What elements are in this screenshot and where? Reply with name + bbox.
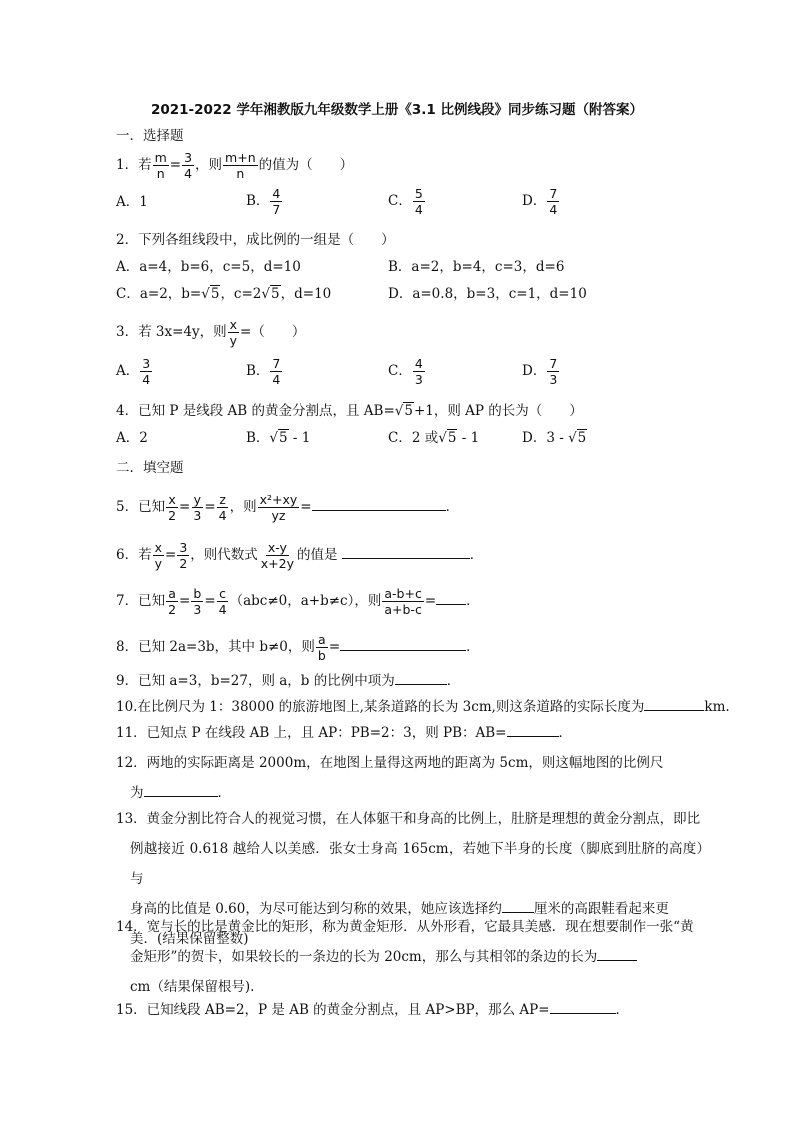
question-8: 8．已知 2a=3b，其中 b≠0，则 $\frac{a}{b}$ = ．: [116, 632, 480, 663]
q2-option-c: C．a=2，b=√5，c=2√5，d=10: [116, 286, 332, 302]
page-title: 2021-2022 学年湘教版九年级数学上册《3.1 比例线段》同步练习题（附答案）: [150, 102, 644, 118]
question-9: 9．已知 a=3，b=27，则 a，b 的比例中项为 ．: [116, 670, 460, 691]
q1-option-a: A．1: [116, 194, 148, 210]
question-10: 10.在比例尺为 1：38000 的旅游地图上,某条道路的长为 3cm,则这条道路的实际长度为 km.: [116, 696, 730, 717]
q2-option-b: B．a=2，b=4，c=3，d=6: [388, 259, 565, 275]
q1-prefix: 1．若: [116, 157, 152, 173]
q2-option-d: D．a=0.8，b=3，c=1，d=10: [388, 286, 587, 302]
q1-option-d: D． $\frac{7}{4}$: [522, 186, 558, 217]
question-11: 11．已知点 P 在线段 AB 上，且 AP：PB=2：3，则 PB：AB= ．: [116, 722, 572, 743]
question-14: 14．宽与长的比是黄金比的矩形，称为黄金矩形．从外形看，它最具美感．现在想要制作一张“黄 金矩形”的贺卡，如果较长的一条边的长为 20cm，那么与其相邻的条边的长为 cm（结果保留根号).: [116, 919, 694, 995]
answer-blank[interactable]: [340, 636, 466, 651]
answer-blank[interactable]: [550, 999, 616, 1014]
q4-option-d: D．3 - √5: [522, 430, 587, 446]
question-6: 6．若 $\frac{x}{y}$ = $\frac{3}{2}$ ，则代数式 $\frac{x-y}{x+2y}$ 的值是 ．: [116, 540, 484, 571]
question-3: 3．若 3x=4y，则 $\frac{x}{y}$ =（ ）: [116, 317, 306, 348]
q1-option-b: B． $\frac{4}{7}$: [246, 186, 281, 217]
q1-option-c: C． $\frac{5}{4}$: [388, 186, 423, 217]
fraction: $\frac{3}{4}$: [184, 150, 193, 181]
section-fill-heading: 二．填空题: [116, 460, 184, 476]
fraction: $\frac{m+n}{n}$: [225, 150, 256, 181]
question-5: 5．已知 $\frac{x}{2}$ = $\frac{y}{3}$ = $\frac{z}{4}$ ，则 $\frac{\text{x²+xy}}{yz}$ = ．: [116, 492, 460, 523]
answer-blank[interactable]: [144, 782, 218, 797]
question-2: 2．下列各组线段中，成比例的一组是（ ）: [116, 232, 395, 248]
q12-line2: 为 ．: [116, 778, 710, 808]
q3-option-b: B． $\frac{7}{4}$: [246, 356, 281, 387]
question-7: 7．已知 $\frac{a}{2}$ = $\frac{b}{3}$ = $\frac{c}{4}$ （abc≠0，a+b≠c），则 $\frac{a-b+c}{a+b-c}$ = ．: [116, 586, 480, 617]
question-13: 13．黄金分割比符合人的视觉习惯，在人体躯干和身高的比例上，肚脐是理想的黄金分割点，即比 例越接近 0.618 越给人以美感．张女士身高 165cm，若她下半身的长度（脚底到肚脐的高度）与 身高的比值是 0.60，为尽可能达到匀称的效果，她应该选择约 厘米的高跟鞋看起来更 美．(结果保留整数): [116, 811, 710, 947]
answer-blank[interactable]: [644, 696, 704, 711]
answer-blank[interactable]: [507, 722, 559, 737]
q3-option-a: A． $\frac{3}{4}$: [116, 356, 151, 387]
fraction: $\frac{x}{y}$: [229, 317, 238, 348]
answer-blank[interactable]: [597, 946, 637, 961]
q4-option-a: A．2: [116, 430, 148, 446]
answer-blank[interactable]: [312, 496, 446, 511]
answer-blank[interactable]: [502, 898, 534, 913]
answer-blank[interactable]: [395, 670, 447, 685]
question-4: 4．已知 P 是线段 AB 的黄金分割点，且 AB=√5+1，则 AP 的长为（ ）: [116, 403, 583, 419]
fraction: $\frac{m}{n}$: [154, 150, 167, 181]
q4-option-c: C．2 或√5 - 1: [388, 430, 480, 446]
section-choice-heading: 一．选择题: [116, 128, 184, 144]
q2-option-a: A．a=4，b=6，c=5，d=10: [116, 259, 301, 275]
q3-option-c: C． $\frac{4}{3}$: [388, 356, 423, 387]
question-15: 15．已知线段 AB=2，P 是 AB 的黄金分割点，且 AP>BP，那么 AP= ．: [116, 999, 629, 1020]
question-12: [116, 748, 710, 808]
q4-option-b: B．√5 - 1: [246, 430, 311, 446]
question-1: 1．若 $\frac{m}{n}$ = $\frac{3}{4}$ ，则 $\frac{m+n}{n}$ 的值为（ ）: [116, 150, 354, 181]
answer-blank[interactable]: [342, 544, 470, 559]
q12-line1: 12．两地的实际距离是 2000m，在地图上量得这两地的距离为 5cm，则这幅地图的比例尺: [116, 755, 664, 771]
answer-blank[interactable]: [436, 590, 466, 605]
q3-option-d: D． $\frac{7}{3}$: [522, 356, 558, 387]
